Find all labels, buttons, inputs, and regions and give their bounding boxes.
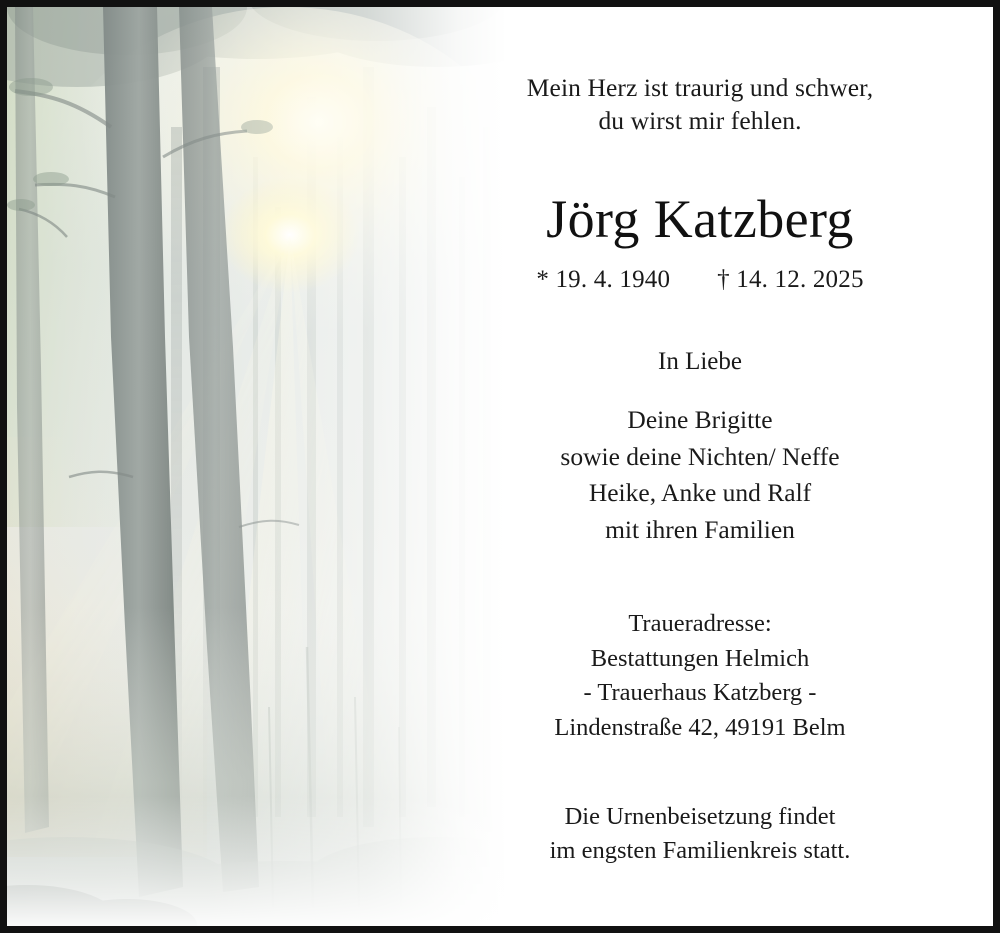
- obituary-text-column: [460, 0, 940, 933]
- closing-line-1: Die Urnenbeisetzung findet: [564, 802, 836, 830]
- funeral-home: Bestattungen Helmich: [590, 644, 810, 672]
- verse-line-2: du wirst mir fehlen.: [598, 105, 802, 135]
- verse-line-1: Mein Herz ist traurig und schwer,: [526, 73, 874, 102]
- death-date: † 14. 12. 2025: [717, 265, 864, 293]
- street-city: Lindenstraße 42, 49191 Belm: [554, 714, 846, 742]
- in-love-line: In Liebe: [658, 347, 742, 375]
- forest-illustration: [7, 7, 507, 926]
- deceased-name: Jörg Katzberg: [546, 189, 854, 250]
- family-line-1: Deine Brigitte: [627, 404, 773, 434]
- forest-artwork: [7, 7, 507, 926]
- family-line-2: sowie deine Nichten/ Neffe: [560, 441, 840, 471]
- family-line-4: mit ihren Familien: [605, 515, 795, 545]
- birth-date: * 19. 4. 1940: [536, 265, 671, 293]
- closing-note: [460, 800, 940, 869]
- address-label: Traueradresse:: [628, 609, 772, 637]
- verse: [460, 72, 940, 137]
- mourning-house: - Trauerhaus Katzberg -: [583, 679, 817, 707]
- life-dates: [460, 266, 940, 294]
- family-block: [460, 402, 940, 549]
- closing-line-2: im engsten Familienkreis statt.: [549, 837, 851, 865]
- family-line-3: Heike, Anke und Ralf: [588, 478, 812, 508]
- mourning-address-block: [460, 607, 940, 746]
